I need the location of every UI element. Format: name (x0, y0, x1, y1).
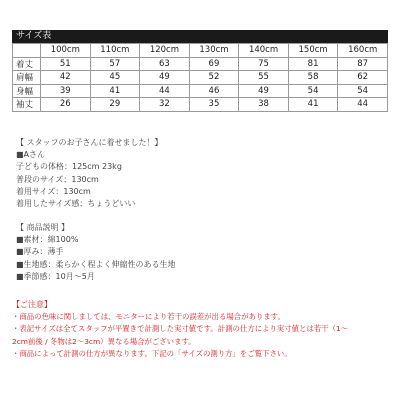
table-cell: 54 (338, 84, 388, 98)
section-heading: 【ご注意】 (12, 300, 52, 309)
note-line: ・表記サイズは全てスタッフが平置きで計測した実寸値です。計測の仕方により実寸値とは若干（1～ (12, 324, 349, 334)
table-cell: 44 (140, 84, 190, 98)
table-cell: 63 (140, 57, 190, 71)
corner-cell (13, 44, 41, 58)
table-cell: 44 (338, 98, 388, 112)
table-cell: 55 (239, 71, 289, 85)
staff-name: ■Aさん (16, 150, 46, 160)
table-row (13, 57, 388, 71)
table-cell: 32 (140, 98, 190, 112)
note-line: ・商品によって計測の仕方が異なります。下記の「サイズの測り方」をご覧下さい。 (12, 348, 292, 358)
table-row (13, 84, 388, 98)
row-label: 着丈 (13, 57, 41, 71)
table-cell: 75 (239, 57, 289, 71)
usual-size: 普段のサイズ：130cm (16, 174, 99, 184)
table-cell: 26 (41, 98, 91, 112)
table-cell: 62 (338, 71, 388, 85)
size-table-header-row (13, 44, 388, 58)
section-heading: 【 スタッフのお子さんに着せました！】 (16, 138, 163, 147)
season: ■季節感：10月～5月 (16, 271, 95, 281)
child-build: 子どもの体格：125cm 23kg (16, 162, 122, 172)
table-cell: 39 (41, 84, 91, 98)
table-cell: 29 (90, 98, 140, 112)
product-description-section (16, 222, 176, 283)
section-heading: 【 商品説明 】 (16, 223, 70, 232)
table-row (13, 71, 388, 85)
table-row (13, 98, 388, 112)
size-table (12, 43, 388, 112)
note-line: 2cm前後 / 冬物は2～3cm）異なる場合がございます。 (12, 336, 196, 346)
staff-fit-section (16, 137, 163, 210)
material: ■素材：綿100% (16, 235, 79, 245)
table-cell: 42 (41, 71, 91, 85)
table-cell: 58 (288, 71, 338, 85)
table-cell: 49 (239, 84, 289, 98)
table-cell: 41 (90, 84, 140, 98)
table-cell: 46 (189, 84, 239, 98)
table-cell: 54 (288, 84, 338, 98)
row-label: 袖丈 (13, 98, 41, 112)
table-cell: 45 (90, 71, 140, 85)
worn-size: 着用サイズ：130cm (16, 186, 91, 196)
table-cell: 51 (41, 57, 91, 71)
table-cell: 81 (288, 57, 338, 71)
column-header: 120cm (140, 44, 190, 58)
table-cell: 41 (288, 98, 338, 112)
column-header: 150cm (288, 44, 338, 58)
table-cell: 87 (338, 57, 388, 71)
column-header: 130cm (189, 44, 239, 58)
fit-impression: 着用したサイズ感：ちょうどいい (16, 199, 136, 209)
table-cell: 52 (189, 71, 239, 85)
column-header: 100cm (41, 44, 91, 58)
size-table-title: サイズ表 (12, 30, 388, 43)
fabric-feel: ■生地感：柔らかく程よく伸縮性のある生地 (16, 259, 176, 269)
table-cell: 57 (90, 57, 140, 71)
table-cell: 69 (189, 57, 239, 71)
note-line: ・商品の色味に関しましては、モニターにより若干の誤差が出る場合があります。 (12, 312, 285, 322)
row-label: 身幅 (13, 84, 41, 98)
row-label: 肩幅 (13, 71, 41, 85)
notes-section (12, 299, 348, 360)
column-header: 140cm (239, 44, 289, 58)
column-header: 110cm (90, 44, 140, 58)
table-cell: 38 (239, 98, 289, 112)
thickness: ■厚み：薄手 (16, 247, 64, 257)
column-header: 160cm (338, 44, 388, 58)
table-cell: 35 (189, 98, 239, 112)
table-cell: 49 (140, 71, 190, 85)
